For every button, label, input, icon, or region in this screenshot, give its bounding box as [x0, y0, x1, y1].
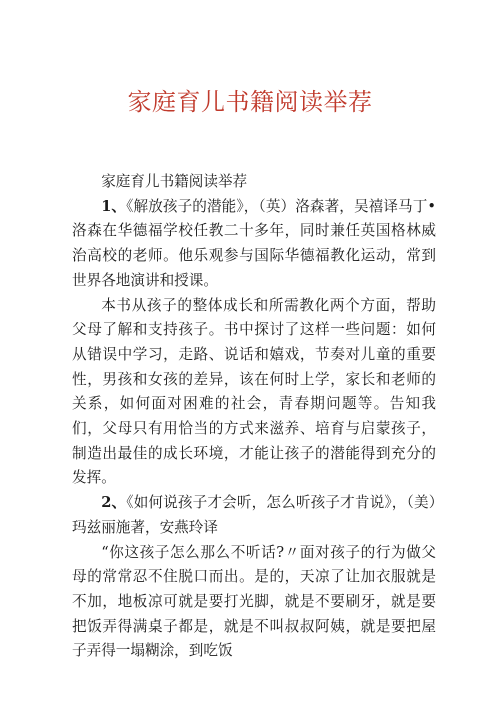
paragraph-item-1 [72, 195, 436, 294]
document-body [72, 170, 436, 664]
item-number: 1、 [101, 197, 127, 215]
paragraph-text: 《解放孩子的潜能》，（英）洛森著，吴禧译马丁•洛森在华德福学校任教二十多年，同时兼任英国格林威治高校的老师。他乐观参与国际华德福教化运动，常到世界各地演讲和授课。 [72, 197, 437, 289]
paragraph-item-1-description [72, 294, 436, 492]
paragraph-item-2 [72, 491, 436, 540]
document-title: 家庭育儿书籍阅读举荐 [127, 88, 373, 116]
paragraph-item-2-description [72, 541, 436, 665]
item-number: 2、 [101, 494, 127, 512]
paragraph-text: “你这孩子怎么那么不听话?〃面对孩子的行为做父母的常常忍不住脱口而出。是的，天凉了让加衣服就是不加，地板凉可就是要打光脚，就是不要刷牙，就是要把饭弄得满桌子都是，就是不叫叔叔阿姨，就是要把屋子弄得一塌糊涂，到吃饭 [72, 543, 436, 660]
paragraph-text: 本书从孩子的整体成长和所需教化两个方面，帮助父母了解和支持孩子。书中探讨了这样一些问题：如何从错误中学习，走路、说话和嬉戏，节奏对儿童的重要性，男孩和女孩的差异，该在何时上学，家长和老师的关系，如何面对困难的社会，青春期问题等。告知我们，父母只有用恰当的方式来滋养、培育与启蒙孩子，制造出最佳的成长环境，才能让孩子的潜能得到充分的发挥。 [72, 296, 436, 487]
paragraph-text: 家庭育儿书籍阅读举荐 [101, 173, 248, 190]
paragraph-subtitle [72, 170, 436, 195]
paragraph-text: 《如何说孩子才会听，怎么听孩子才肯说》，（美）玛兹丽施著，安燕玲译 [72, 494, 437, 536]
